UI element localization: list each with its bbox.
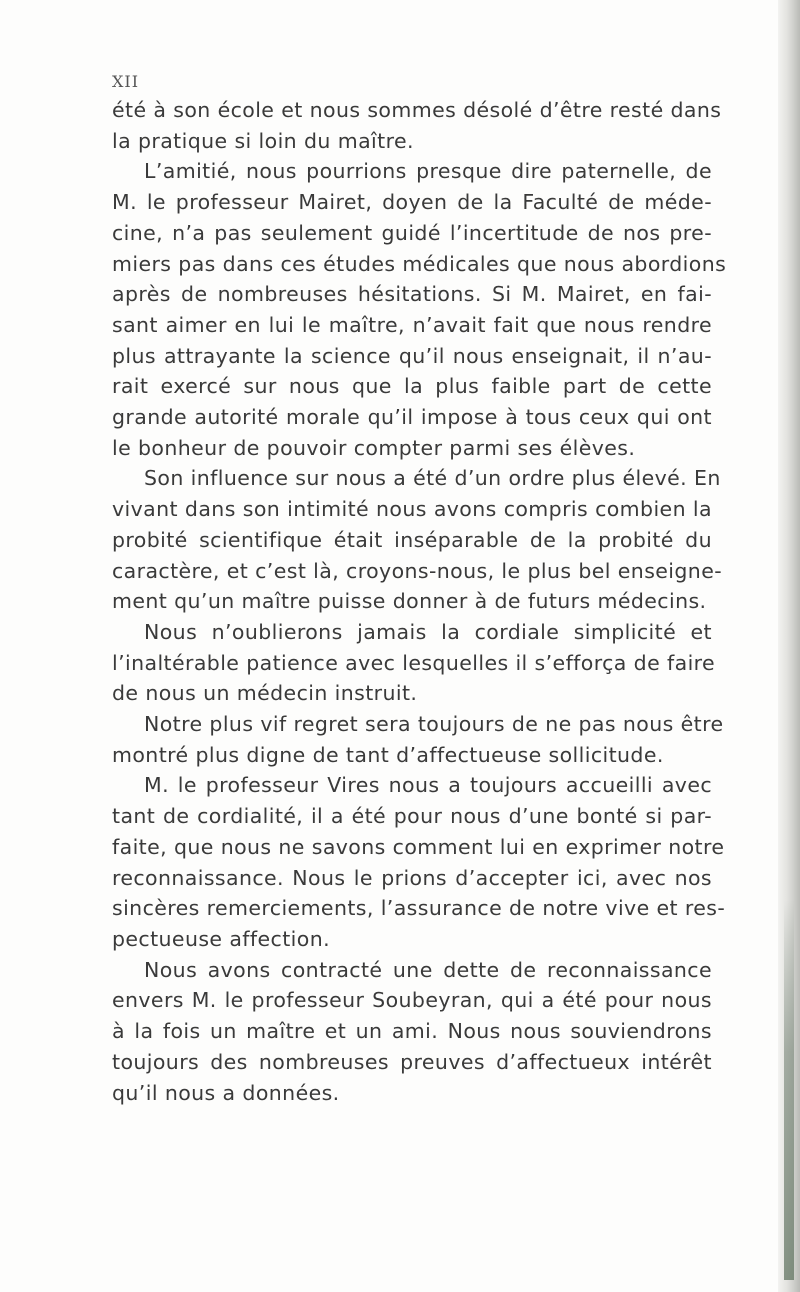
text-line: plus attrayante la science qu’il nous enseignait, il n’au- — [112, 343, 712, 368]
text-line: M. le professeur Mairet, doyen de la Faculté de méde- — [112, 190, 712, 215]
page-number: XII — [112, 72, 140, 91]
text-line: montré plus digne de tant d’affectueuse sollicitude. — [112, 742, 664, 767]
paragraph-6 — [112, 770, 726, 954]
paragraph-5 — [112, 709, 724, 770]
paragraph-2 — [112, 156, 727, 463]
text-line: le bonheur de pouvoir compter parmi ses élèves. — [112, 435, 636, 460]
text-line: Notre plus vif regret sera toujours de ne pas nous être — [144, 712, 724, 737]
page-edge-shadow — [784, 900, 794, 1280]
text-line: probité scientifique était inséparable de la probité du — [112, 527, 712, 552]
text-line: envers M. le professeur Soubeyran, qui a été pour nous — [112, 988, 712, 1013]
paragraph-1 — [112, 95, 722, 156]
text-line: à la fois un maître et un ami. Nous nous souviendrons — [112, 1019, 712, 1044]
text-line: toujours des nombreuses preuves d’affectueux intérêt — [112, 1049, 712, 1074]
text-line: cine, n’a pas seulement guidé l’incertitude de nos pre- — [112, 220, 712, 245]
text-line: après de nombreuses hésitations. Si M. Mairet, en fai- — [112, 282, 712, 307]
text-line: vivant dans son intimité nous avons compris combien la — [112, 497, 712, 522]
text-line: Nous n’oublierons jamais la cordiale simplicité et — [144, 619, 712, 644]
body-text — [112, 95, 727, 1108]
text-line: qu’il nous a données. — [112, 1080, 340, 1105]
text-line: la pratique si loin du maître. — [112, 128, 414, 153]
text-line: de nous un médecin instruit. — [112, 681, 418, 706]
paragraph-3 — [112, 463, 723, 617]
text-line: Son influence sur nous a été d’un ordre plus élevé. En — [144, 466, 721, 491]
text-line: rait exercé sur nous que la plus faible part de cette — [112, 374, 712, 399]
text-line: grande autorité morale qu’il impose à tous ceux qui ont — [112, 405, 712, 430]
text-line: miers pas dans ces études médicales que nous abordions — [112, 251, 727, 276]
text-line: faite, que nous ne savons comment lui en exprimer notre — [112, 834, 725, 859]
text-line: sincères remerciements, l’assurance de notre vive et res- — [112, 896, 726, 921]
text-line: L’amitié, nous pourrions presque dire paternelle, de — [144, 159, 712, 184]
text-line: reconnaissance. Nous le prions d’accepter ici, avec nos — [112, 865, 712, 890]
text-line: été à son école et nous sommes désolé d’être resté dans — [112, 98, 722, 122]
text-line: l’inaltérable patience avec lesquelles il s’efforça de faire — [112, 650, 716, 675]
text-line: Nous avons contracté une dette de reconnaissance — [144, 957, 712, 982]
text-line: sant aimer en lui le maître, n’avait fait que nous rendre — [112, 312, 712, 337]
paragraph-7 — [112, 955, 712, 1109]
text-line: M. le professeur Vires nous a toujours accueilli avec — [144, 773, 712, 798]
text-line: ment qu’un maître puisse donner à de futurs médecins. — [112, 589, 707, 614]
paragraph-4 — [112, 617, 716, 709]
text-line: pectueuse affection. — [112, 926, 331, 951]
text-line: tant de cordialité, il a été pour nous d’une bonté si par- — [112, 804, 712, 829]
text-line: caractère, et c’est là, croyons-nous, le plus bel enseigne- — [112, 558, 723, 583]
